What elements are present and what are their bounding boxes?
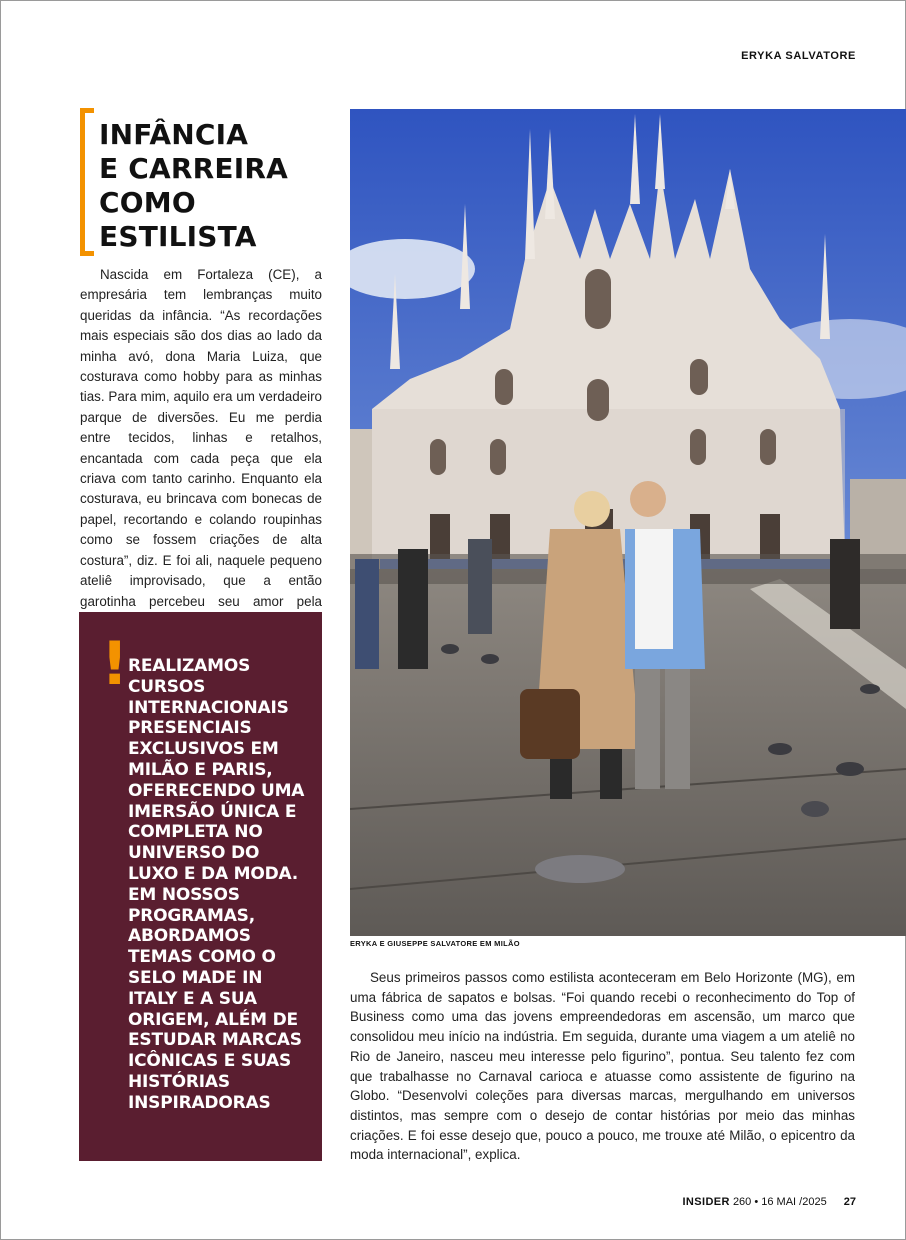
title-block [80, 108, 330, 258]
career-paragraph: Seus primeiros passos como estilista aconteceram em Belo Horizonte (MG), em uma fábrica de sapatos e bolsas. “Foi quando recebi o reconhecimento do Top of Business como uma das jovens empreendedoras em ascensão, um marco que consolidou meu início na indústria. Em seguida, durante uma viagem a um ateliê no Rio de Janeiro, nasceu meu interesse pelo figurino”, pontua. Seu talento fez com que trabalhasse no Carnaval carioca e atuasse como assistente de figurino na Globo. “Desenvolvi coleções para diversas marcas, mergulhando em universos distintos, mas sempre com o desejo de contar histórias por meio das minhas criações. E foi esse desejo que, pouco a pouco, me trouxe até Milão, o epicentro da moda internacional”, explica. [350, 970, 855, 1163]
header-author-name: ERYKA SALVATORE [741, 50, 856, 62]
article-title: INFÂNCIA E CARREIRA COMO ESTILISTA [99, 118, 288, 253]
title-bracket-decoration [80, 108, 94, 256]
page-number: 27 [843, 1196, 856, 1208]
milan-cathedral-photo [350, 109, 906, 936]
photo-illustration [350, 109, 906, 936]
page-footer [682, 1196, 856, 1208]
callout-box [79, 612, 322, 1161]
intro-paragraph: Nascida em Fortaleza (CE), a empresária tem lembranças muito queridas da infância. “As recordações mais especiais são dos dias ao lado da minha avó, dona Maria Luiza, que costurava como hobby para as minhas tias. Para mim, aquilo era um verdadeiro parque de diversões. Eu me perdia entre tecidos, linhas e retalhos, encantada com cada peça que ela criava com tanto carinho. Enquanto ela costurava, eu brincava com bonecas de papel, recortando e colando roupinhas como se fossem criações de alta costura”, diz. E foi ali, naquele pequeno ateliê improvisado, que a então garotinha percebeu seu amor pela [80, 267, 322, 609]
callout-text: REALIZAMOS CURSOS INTERNACIONAIS PRESENCIAIS EXCLUSIVOS EM MILÃO E PARIS, OFERECENDO UMA IMERSÃO ÚNICA E COMPLETA NO UNIVERSO DO LUXO E DA MODA. EM NOSSOS PROGRAMAS, ABORDAMOS TEMAS COMO O SELO MADE IN ITALY E A SUA ORIGEM, ALÉM DE ESTUDAR MARCAS ICÔNICAS E SUAS HISTÓRIAS INSPIRADORAS [128, 656, 305, 1113]
magazine-name: INSIDER [682, 1196, 730, 1208]
exclamation-icon: ! [101, 629, 129, 699]
issue-info: 260 • 16 MAI /2025 [732, 1196, 827, 1208]
photo-caption: ERYKA E GIUSEPPE SALVATORE EM MILÃO [350, 939, 520, 948]
